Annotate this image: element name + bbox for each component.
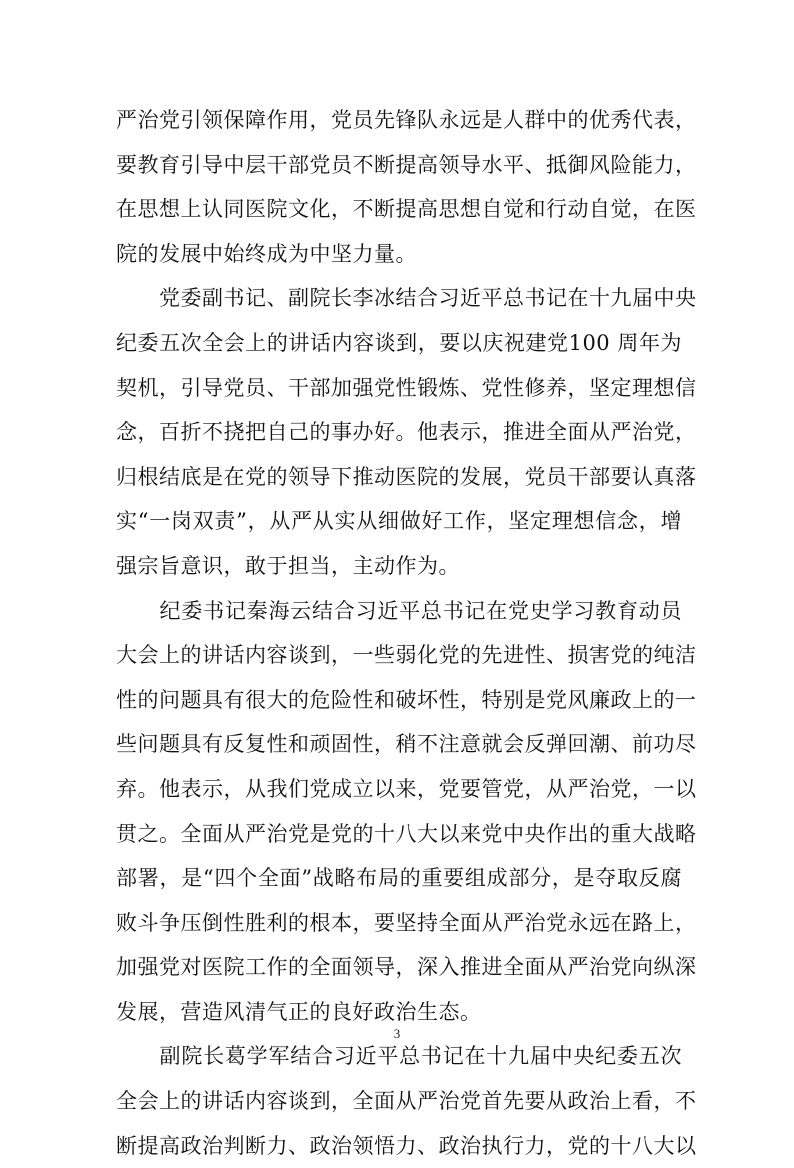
paragraph-2 (116, 276, 697, 588)
text-line: 纪委书记秦海云结合习近平总书记在党史学习教育动员 (116, 598, 682, 623)
text-line: 纪委五次全会上的讲话内容谈到，要以庆祝建党100 周年为 (116, 330, 682, 355)
page-number: 3 (393, 1026, 401, 1041)
text-line: 院的发展中始终成为中坚力量。 (116, 241, 417, 266)
text-line: 强宗旨意识，敢于担当，主动作为。 (116, 553, 460, 578)
paragraph-1 (116, 98, 697, 276)
text-line: 部署，是“四个全面”战略布局的重要组成部分，是夺取反腐 (116, 866, 682, 891)
text-line: 严治党引领保障作用，党员先锋队永远是人群中的优秀代表， (116, 108, 697, 132)
text-line: 党委副书记、副院长李冰结合习近平总书记在十九届中央 (116, 286, 697, 311)
body-text (116, 98, 697, 1168)
paragraph-3 (116, 589, 697, 1035)
text-line: 念，百折不挠把自己的事办好。他表示，推进全面从严治党， (116, 420, 697, 445)
text-line: 要教育引导中层干部党员不断提高领导水平、抵御风险能力， (116, 152, 697, 177)
text-line: 契机，引导党员、干部加强党性锻炼、党性修养，坚定理想信 (116, 375, 697, 400)
text-line: 加强党对医院工作的全面领导，深入推进全面从严治党向纵深 (116, 955, 697, 980)
text-line: 性的问题具有很大的危险性和破坏性，特别是党风廉政上的一 (116, 687, 697, 712)
text-line: 归根结底是在党的领导下推动医院的发展，党员干部要认真落 (116, 464, 697, 489)
text-line: 弃。他表示，从我们党成立以来，党要管党，从严治党，一以 (116, 776, 697, 801)
text-line: 副院长葛学军结合习近平总书记在十九届中央纪委五次 (116, 1044, 682, 1069)
text-line: 在思想上认同医院文化，不断提高思想自觉和行动自觉，在医 (116, 197, 697, 222)
text-line: 些问题具有反复性和顽固性，稍不注意就会反弹回潮、前功尽 (116, 732, 697, 757)
paragraph-4 (116, 1034, 697, 1168)
text-line: 发展，营造风清气正的良好政治生态。 (116, 999, 482, 1024)
text-line: 全会上的讲话内容谈到，全面从严治党首先要从政治上看，不 (116, 1089, 697, 1114)
text-line: 大会上的讲话内容谈到，一些弱化党的先进性、损害党的纯洁 (116, 643, 697, 668)
text-line: 贯之。全面从严治党是党的十八大以来党中央作出的重大战略 (116, 821, 697, 846)
text-line: 实“一岗双责”，从严从实从细做好工作，坚定理想信念，增 (116, 509, 682, 534)
text-line: 败斗争压倒性胜利的根本，要坚持全面从严治党永远在路上， (116, 910, 697, 935)
text-line: 断提高政治判断力、政治领悟力、政治执行力，党的十八大以 (116, 1133, 697, 1158)
